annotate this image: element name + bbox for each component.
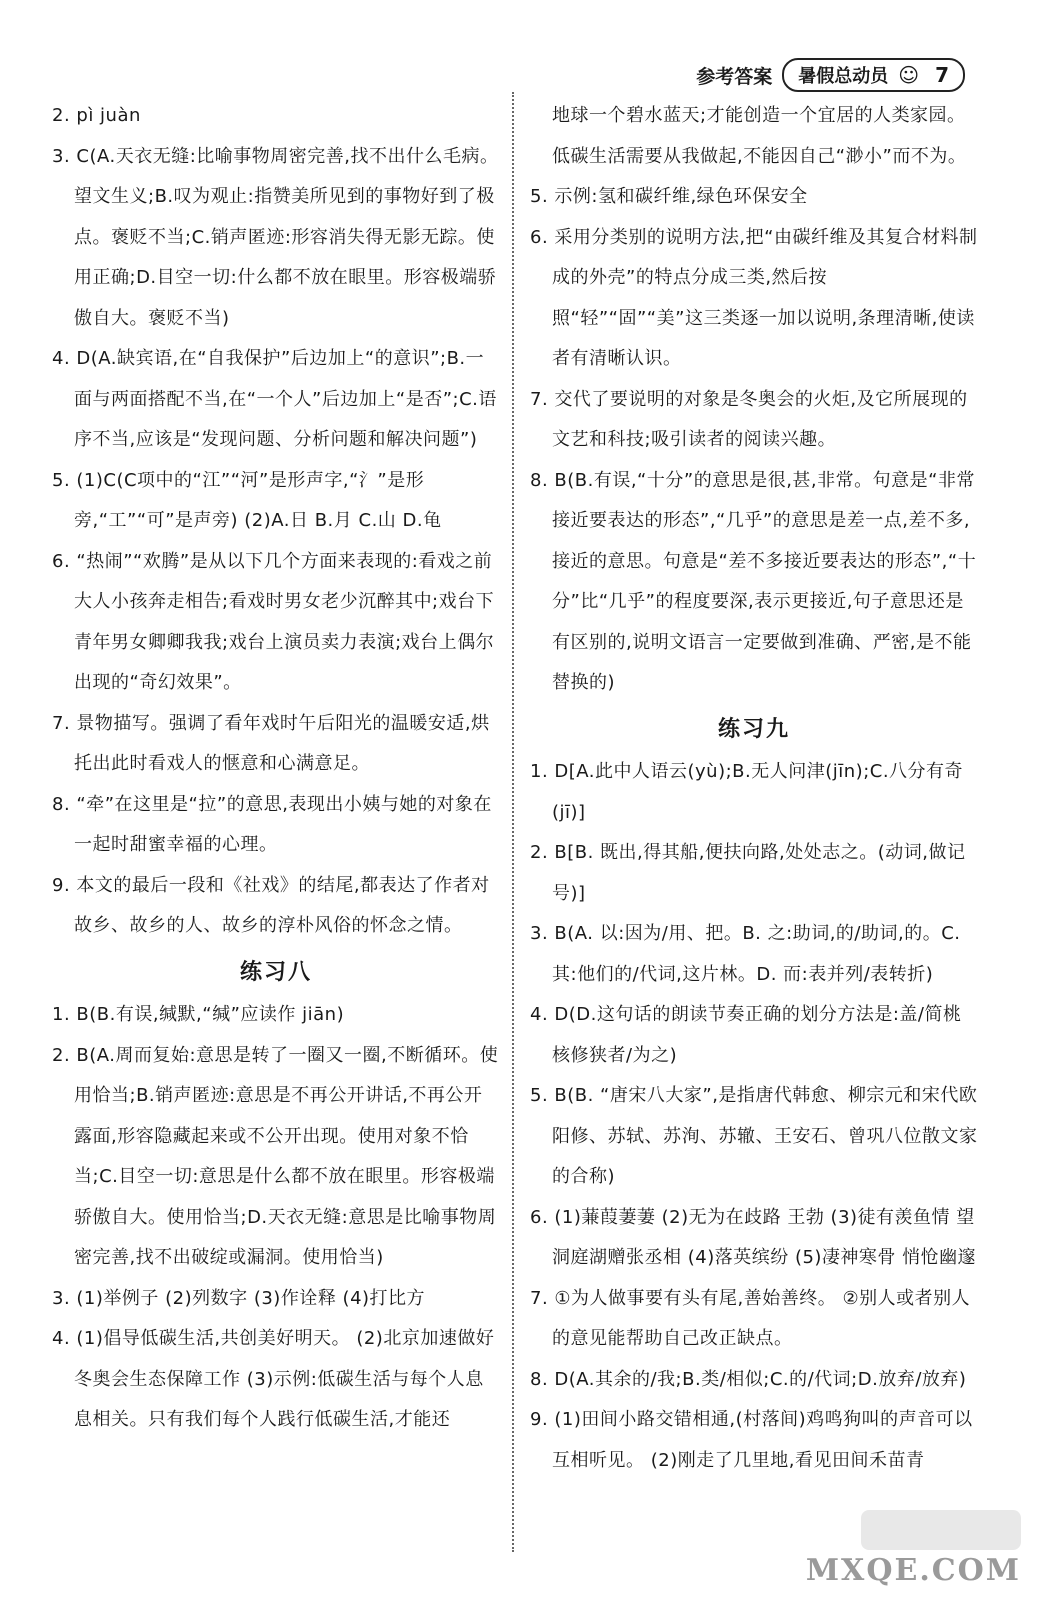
answer-item: 2. B(A.周而复始:意思是转了一圈又一圈,不断循环。使用恰当;B.销声匿迹:意思是不再公开讲话,不再公开露面,形容隐藏起来或不公开出现。使用对象不恰当;C.目空一切:意思是什么都不放在眼里。形容极端骄傲自大。使用恰当;D.天衣无缝:意思是比喻事物周密完善,找不出破绽或漏洞。使用恰当) [52, 1044, 499, 1268]
answer-item: 2. pì juàn [52, 105, 141, 126]
mascot-icon: ☺ [898, 63, 920, 87]
answer-item: 9. (1)田间小路交错相通,(村落间)鸡鸣狗叫的声音可以互相听见。 (2)刚走了几里地,看见田间禾苗青 [530, 1409, 973, 1471]
left-column [52, 96, 500, 1441]
answer-item: 8. “牵”在这里是“拉”的意思,表现出小姨与她的对象在一起时甜蜜幸福的心理。 [52, 793, 492, 855]
answer-continuation: 地球一个碧水蓝天;才能创造一个宜居的人类家园。低碳生活需要从我做起,不能因自己“渺小”而不为。 [552, 105, 967, 167]
answer-item: 3. C(A.天衣无缝:比喻事物周密完善,找不出什么毛病。望文生义;B.叹为观止:指赞美所见到的事物好到了极点。褒贬不当;C.销声匿迹:形容消失得无影无踪。使用正确;D.目空一切:什么都不放在眼里。形容极端骄傲自大。褒贬不当) [52, 145, 499, 329]
answer-item: 1. D[A.此中人语云(yù);B.无人问津(jīn);C.八分有奇(jī)] [530, 761, 964, 823]
answer-item: 3. B(A. 以:因为/用、把。B. 之:助词,的/助词,的。C. 其:他们的/代词,这片林。D. 而:表并列/表转折) [530, 923, 961, 985]
answer-item: 4. (1)倡导低碳生活,共创美好明天。 (2)北京加速做好冬奥会生态保障工作 (3)示例:低碳生活与每个人息息相关。只有我们每个人践行低碳生活,才能还 [52, 1328, 495, 1430]
answer-item: 7. 景物描写。强调了看年戏时午后阳光的温暖安适,烘托出此时看戏人的惬意和心满意足。 [52, 712, 490, 774]
answer-item: 4. D(D.这句话的朗读节奏正确的划分方法是:盖/简桃核修狭者/为之) [530, 1004, 962, 1066]
answer-item: 5. B(B. “唐宋八大家”,是指唐代韩愈、柳宗元和宋代欧阳修、苏轼、苏洵、苏辙、王安石、曾巩八位散文家的合称) [530, 1085, 978, 1187]
answer-item: 8. B(B.有误,“十分”的意思是很,甚,非常。句意是“非常接近要表达的形态”,“几乎”的意思是差一点,差不多,接近的意思。句意是“差不多接近要表达的形态”,“十分”比“几乎”的程度要深,表示更接近,句子意思还是有区别的,说明文语言一定要做到准确、严密,是不能替换的) [530, 469, 977, 693]
header-badge [782, 58, 965, 92]
answer-item: 7. ①为人做事要有头有尾,善始善终。 ②别人或者别人的意见能帮助自己改正缺点。 [530, 1287, 971, 1349]
answer-item: 2. B[B. 既出,得其船,便扶向路,处处志之。(动词,做记号)] [530, 842, 966, 904]
answer-item: 4. D(A.缺宾语,在“自我保护”后边加上“的意识”;B.一面与两面搭配不当,在“一个人”后边加上“是否”;C.语序不当,应该是“发现问题、分析问题和解决问题”) [52, 348, 497, 450]
header-title: 参考答案 [696, 65, 773, 88]
page-header [696, 58, 965, 92]
header-badge-label: 暑假总动员 [798, 66, 889, 87]
answer-item: 7. 交代了要说明的对象是冬奥会的火炬,及它所展现的文艺和科技;吸引读者的阅读兴趣。 [530, 388, 968, 450]
section-title-exercise-9: 练习九 [717, 716, 790, 742]
section-title-exercise-8: 练习八 [239, 959, 312, 985]
answer-item: 9. 本文的最后一段和《社戏》的结尾,都表达了作者对故乡、故乡的人、故乡的淳朴风俗的怀念之情。 [52, 874, 490, 936]
answer-item: 6. 采用分类别的说明方法,把“由碳纤维及其复合材料制成的外壳”的特点分成三类,然后按照“轻”“固”“美”这三类逐一加以说明,条理清晰,使读者有清晰认识。 [530, 226, 978, 369]
answer-item: 6. “热闹”“欢腾”是从以下几个方面来表现的:看戏之前大人小孩奔走相告;看戏时男女老少沉醉其中;戏台下青年男女卿卿我我;戏台上演员卖力表演;戏台上偶尔出现的“奇幻效果”。 [52, 550, 495, 693]
watermark-badge [861, 1510, 1021, 1550]
watermark: MXQE.COM [805, 1553, 1021, 1588]
answer-item: 5. (1)C(C项中的“江”“河”是形声字,“氵”是形旁,“工”“可”是声旁) (2)A.日 B.月 C.山 D.龟 [52, 469, 442, 531]
answer-item: 5. 示例:氢和碳纤维,绿色环保安全 [530, 186, 808, 207]
page-number: 7 [935, 63, 949, 87]
answer-item: 3. (1)举例子 (2)列数字 (3)作诠释 (4)打比方 [52, 1287, 426, 1309]
answer-item: 8. D(A.其余的/我;B.类/相似;C.的/代词;D.放弃/放弃) [530, 1368, 967, 1390]
answer-item: 1. B(B.有误,缄默,“缄”应读作 jiān) [52, 1004, 345, 1025]
answer-item: 6. (1)蒹葭萋萋 (2)无为在歧路 王勃 (3)徒有羡鱼情 望洞庭湖赠张丞相 (4)落英缤纷 (5)凄神寒骨 悄怆幽邃 [530, 1206, 977, 1268]
column-divider [512, 92, 514, 1552]
right-column [530, 96, 978, 1481]
